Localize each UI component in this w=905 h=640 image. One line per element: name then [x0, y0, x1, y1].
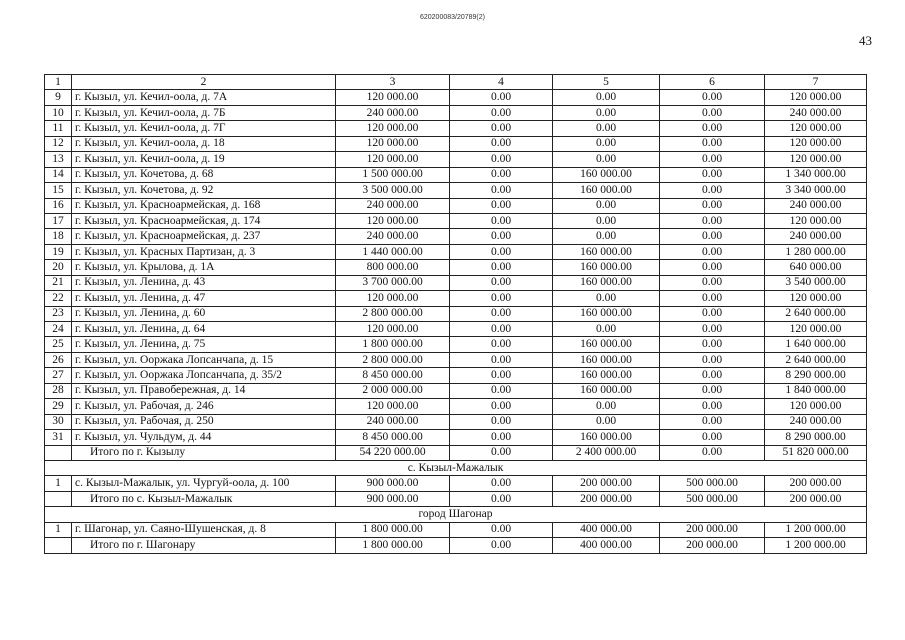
amount-cell: 120 000.00: [765, 152, 867, 167]
header-cell: 3: [336, 75, 450, 90]
amount-cell: 3 540 000.00: [765, 275, 867, 290]
amount-cell: 1 800 000.00: [336, 538, 450, 553]
address-cell: г. Кызыл, ул. Рабочая, д. 246: [72, 399, 336, 414]
amount-cell: 0.00: [450, 183, 553, 198]
amount-cell: 3 500 000.00: [336, 183, 450, 198]
amount-cell: 0.00: [660, 445, 765, 460]
address-cell: г. Кызыл, ул. Красноармейская, д. 174: [72, 213, 336, 228]
amount-cell: 0.00: [553, 152, 660, 167]
amount-cell: 240 000.00: [336, 105, 450, 120]
address-cell: г. Кызыл, ул. Ооржака Лопсанчапа, д. 15: [72, 352, 336, 367]
amount-cell: 1 640 000.00: [765, 337, 867, 352]
amount-cell: 0.00: [660, 430, 765, 445]
section-header-mazhalyk: [45, 460, 867, 475]
row-number: 30: [45, 414, 72, 429]
amount-cell: 200 000.00: [765, 491, 867, 506]
amount-cell: 120 000.00: [336, 152, 450, 167]
address-cell: г. Кызыл, ул. Кечил-оола, д. 7А: [72, 90, 336, 105]
amount-cell: 0.00: [660, 229, 765, 244]
amount-cell: 900 000.00: [336, 491, 450, 506]
amount-cell: 0.00: [660, 260, 765, 275]
amount-cell: 0.00: [553, 322, 660, 337]
amount-cell: 0.00: [450, 213, 553, 228]
amount-cell: 400 000.00: [553, 522, 660, 537]
address-cell: г. Кызыл, ул. Ленина, д. 64: [72, 322, 336, 337]
amount-cell: 160 000.00: [553, 306, 660, 321]
amount-cell: 0.00: [450, 167, 553, 182]
amount-cell: 0.00: [450, 105, 553, 120]
amount-cell: 0.00: [450, 522, 553, 537]
amount-cell: 2 640 000.00: [765, 306, 867, 321]
row-number: 9: [45, 90, 72, 105]
total-row-kyzyl: [45, 445, 867, 460]
address-cell: с. Кызыл-Мажалык, ул. Чургуй-оола, д. 100: [72, 476, 336, 491]
amount-cell: 2 800 000.00: [336, 352, 450, 367]
amount-cell: 200 000.00: [553, 476, 660, 491]
section-title: город Шагонар: [45, 507, 867, 522]
amount-cell: 0.00: [553, 105, 660, 120]
amount-cell: 2 400 000.00: [553, 445, 660, 460]
amount-cell: 500 000.00: [660, 476, 765, 491]
amount-cell: 0.00: [660, 167, 765, 182]
amount-cell: 8 450 000.00: [336, 368, 450, 383]
amount-cell: 120 000.00: [765, 322, 867, 337]
amount-cell: 0.00: [660, 105, 765, 120]
amount-cell: 0.00: [450, 198, 553, 213]
address-cell: г. Кызыл, ул. Рабочая, д. 250: [72, 414, 336, 429]
amount-cell: 0.00: [660, 291, 765, 306]
table-row: [45, 399, 867, 414]
amount-cell: 0.00: [660, 121, 765, 136]
table-row: [45, 90, 867, 105]
amount-cell: 120 000.00: [336, 399, 450, 414]
amount-cell: 120 000.00: [336, 291, 450, 306]
amount-cell: 160 000.00: [553, 430, 660, 445]
table-row: [45, 368, 867, 383]
document-id: 620200083/20789(2): [419, 14, 485, 21]
amount-cell: 0.00: [450, 244, 553, 259]
amount-cell: 8 290 000.00: [765, 430, 867, 445]
amount-cell: 0.00: [450, 121, 553, 136]
amount-cell: 0.00: [553, 213, 660, 228]
amount-cell: 120 000.00: [336, 213, 450, 228]
amount-cell: 400 000.00: [553, 538, 660, 553]
row-number: 1: [45, 476, 72, 491]
amount-cell: 500 000.00: [660, 491, 765, 506]
amount-cell: 0.00: [660, 322, 765, 337]
amount-cell: 0.00: [553, 229, 660, 244]
amount-cell: 120 000.00: [336, 136, 450, 151]
table-row: [45, 383, 867, 398]
amount-cell: 0.00: [450, 430, 553, 445]
row-number: 28: [45, 383, 72, 398]
header-cell: 4: [450, 75, 553, 90]
amount-cell: 160 000.00: [553, 167, 660, 182]
amount-cell: 8 290 000.00: [765, 368, 867, 383]
amount-cell: 120 000.00: [336, 121, 450, 136]
address-cell: г. Кызыл, ул. Кечил-оола, д. 7Г: [72, 121, 336, 136]
address-cell: г. Кызыл, ул. Красных Партизан, д. 3: [72, 244, 336, 259]
amount-cell: 240 000.00: [765, 105, 867, 120]
amount-cell: 0.00: [660, 136, 765, 151]
address-cell: г. Кызыл, ул. Правобережная, д. 14: [72, 383, 336, 398]
amount-cell: 0.00: [660, 198, 765, 213]
amount-cell: 8 450 000.00: [336, 430, 450, 445]
amount-cell: 0.00: [660, 183, 765, 198]
table-row: [45, 322, 867, 337]
table-row: [45, 291, 867, 306]
amount-cell: 0.00: [450, 399, 553, 414]
amount-cell: 0.00: [450, 306, 553, 321]
table-row: [45, 167, 867, 182]
amount-cell: 160 000.00: [553, 244, 660, 259]
row-number: 22: [45, 291, 72, 306]
header-row: [45, 75, 867, 90]
row-number: 15: [45, 183, 72, 198]
amount-cell: 0.00: [660, 368, 765, 383]
table-row: [45, 476, 867, 491]
amount-cell: 800 000.00: [336, 260, 450, 275]
row-number: 1: [45, 522, 72, 537]
table-row: [45, 121, 867, 136]
amount-cell: 240 000.00: [765, 414, 867, 429]
amount-cell: 1 440 000.00: [336, 244, 450, 259]
amount-cell: 160 000.00: [553, 352, 660, 367]
amount-cell: 1 200 000.00: [765, 522, 867, 537]
total-label: Итого по г. Кызылу: [72, 445, 336, 460]
amount-cell: 200 000.00: [660, 522, 765, 537]
row-number: 18: [45, 229, 72, 244]
amount-cell: 54 220 000.00: [336, 445, 450, 460]
address-cell: г. Кызыл, ул. Крылова, д. 1А: [72, 260, 336, 275]
address-cell: г. Кызыл, ул. Красноармейская, д. 168: [72, 198, 336, 213]
amount-cell: 0.00: [553, 291, 660, 306]
amount-cell: 0.00: [450, 383, 553, 398]
amount-cell: 120 000.00: [765, 213, 867, 228]
address-cell: г. Кызыл, ул. Кечил-оола, д. 18: [72, 136, 336, 151]
amount-cell: 51 820 000.00: [765, 445, 867, 460]
row-number: 12: [45, 136, 72, 151]
amount-cell: 2 000 000.00: [336, 383, 450, 398]
amount-cell: 900 000.00: [336, 476, 450, 491]
address-cell: г. Кызыл, ул. Чульдум, д. 44: [72, 430, 336, 445]
amount-cell: 120 000.00: [765, 136, 867, 151]
amount-cell: 160 000.00: [553, 368, 660, 383]
amount-cell: 240 000.00: [336, 198, 450, 213]
amount-cell: 0.00: [660, 337, 765, 352]
amount-cell: 0.00: [450, 152, 553, 167]
amount-cell: 240 000.00: [336, 414, 450, 429]
row-number: 27: [45, 368, 72, 383]
amount-cell: 120 000.00: [765, 291, 867, 306]
amount-cell: 160 000.00: [553, 337, 660, 352]
row-number: 24: [45, 322, 72, 337]
address-cell: г. Кызыл, ул. Ленина, д. 60: [72, 306, 336, 321]
amount-cell: 1 800 000.00: [336, 337, 450, 352]
amount-cell: 160 000.00: [553, 260, 660, 275]
section-title: с. Кызыл-Мажалык: [45, 460, 867, 475]
amount-cell: 1 200 000.00: [765, 538, 867, 553]
total-label: Итого по с. Кызыл-Мажалык: [72, 491, 336, 506]
amount-cell: 0.00: [450, 476, 553, 491]
table-row: [45, 414, 867, 429]
amount-cell: 0.00: [553, 90, 660, 105]
amount-cell: 120 000.00: [336, 322, 450, 337]
amount-cell: 200 000.00: [553, 491, 660, 506]
amount-cell: 160 000.00: [553, 275, 660, 290]
table-row: [45, 275, 867, 290]
row-number: 20: [45, 260, 72, 275]
amount-cell: 1 280 000.00: [765, 244, 867, 259]
address-cell: г. Кызыл, ул. Кочетова, д. 92: [72, 183, 336, 198]
table-row: [45, 152, 867, 167]
amount-cell: 0.00: [660, 352, 765, 367]
table-body: [45, 75, 867, 554]
amount-cell: 0.00: [553, 414, 660, 429]
address-cell: г. Кызыл, ул. Красноармейская, д. 237: [72, 229, 336, 244]
amount-cell: 0.00: [660, 275, 765, 290]
total-label: Итого по г. Шагонару: [72, 538, 336, 553]
amount-cell: 0.00: [450, 90, 553, 105]
amount-cell: 0.00: [660, 152, 765, 167]
amount-cell: 240 000.00: [765, 229, 867, 244]
row-number: 19: [45, 244, 72, 259]
total-row-mazhalyk: [45, 491, 867, 506]
row-number: 10: [45, 105, 72, 120]
table-row: [45, 306, 867, 321]
page-number: 43: [859, 33, 872, 48]
table-row: [45, 105, 867, 120]
amount-cell: 120 000.00: [765, 399, 867, 414]
amount-cell: 0.00: [450, 352, 553, 367]
table-row: [45, 522, 867, 537]
amount-cell: 1 800 000.00: [336, 522, 450, 537]
amount-cell: 240 000.00: [765, 198, 867, 213]
amount-cell: 2 800 000.00: [336, 306, 450, 321]
row-number: [45, 538, 72, 553]
table-row: [45, 244, 867, 259]
row-number: 21: [45, 275, 72, 290]
table-row: [45, 213, 867, 228]
amount-cell: 1 840 000.00: [765, 383, 867, 398]
amount-cell: 1 340 000.00: [765, 167, 867, 182]
header-cell: 1: [45, 75, 72, 90]
table-row: [45, 198, 867, 213]
address-cell: г. Кызыл, ул. Ооржака Лопсанчапа, д. 35/2: [72, 368, 336, 383]
amount-cell: 0.00: [660, 244, 765, 259]
amount-cell: 0.00: [450, 414, 553, 429]
table-row: [45, 183, 867, 198]
amount-cell: 160 000.00: [553, 383, 660, 398]
amount-cell: 0.00: [660, 213, 765, 228]
address-cell: г. Кызыл, ул. Ленина, д. 43: [72, 275, 336, 290]
amount-cell: 0.00: [450, 491, 553, 506]
amount-cell: 2 640 000.00: [765, 352, 867, 367]
amount-cell: 0.00: [553, 136, 660, 151]
amount-cell: 0.00: [450, 445, 553, 460]
amount-cell: 120 000.00: [336, 90, 450, 105]
header-cell: 2: [72, 75, 336, 90]
row-number: 31: [45, 430, 72, 445]
address-cell: г. Кызыл, ул. Ленина, д. 75: [72, 337, 336, 352]
table-row: [45, 229, 867, 244]
row-number: 17: [45, 213, 72, 228]
amount-cell: 0.00: [660, 399, 765, 414]
amount-cell: 0.00: [450, 260, 553, 275]
address-cell: г. Кызыл, ул. Кечил-оола, д. 7Б: [72, 105, 336, 120]
row-number: 13: [45, 152, 72, 167]
amount-cell: 0.00: [450, 368, 553, 383]
row-number: 26: [45, 352, 72, 367]
amount-cell: 0.00: [450, 229, 553, 244]
amount-cell: 0.00: [553, 121, 660, 136]
total-row-shagonar: [45, 538, 867, 553]
table-row: [45, 352, 867, 367]
amount-cell: 0.00: [450, 275, 553, 290]
row-number: 29: [45, 399, 72, 414]
amount-cell: 640 000.00: [765, 260, 867, 275]
amount-cell: 0.00: [660, 414, 765, 429]
row-number: 11: [45, 121, 72, 136]
amount-cell: 0.00: [660, 383, 765, 398]
header-cell: 5: [553, 75, 660, 90]
header-cell: 6: [660, 75, 765, 90]
row-number: 23: [45, 306, 72, 321]
address-cell: г. Кызыл, ул. Кочетова, д. 68: [72, 167, 336, 182]
amount-cell: 1 500 000.00: [336, 167, 450, 182]
amount-cell: 0.00: [553, 198, 660, 213]
row-number: 25: [45, 337, 72, 352]
row-number: 14: [45, 167, 72, 182]
table-row: [45, 430, 867, 445]
amount-cell: 200 000.00: [660, 538, 765, 553]
address-cell: г. Шагонар, ул. Саяно-Шушенская, д. 8: [72, 522, 336, 537]
amount-cell: 0.00: [450, 136, 553, 151]
header-cell: 7: [765, 75, 867, 90]
amount-cell: 3 700 000.00: [336, 275, 450, 290]
table-row: [45, 260, 867, 275]
amount-cell: 120 000.00: [765, 90, 867, 105]
amount-cell: 0.00: [450, 322, 553, 337]
amount-cell: 200 000.00: [765, 476, 867, 491]
row-number: 16: [45, 198, 72, 213]
row-number: [45, 491, 72, 506]
amount-cell: 0.00: [660, 306, 765, 321]
row-number: [45, 445, 72, 460]
section-header-shagonar: [45, 507, 867, 522]
amount-cell: 3 340 000.00: [765, 183, 867, 198]
amount-cell: 160 000.00: [553, 183, 660, 198]
address-cell: г. Кызыл, ул. Кечил-оола, д. 19: [72, 152, 336, 167]
amount-cell: 0.00: [450, 291, 553, 306]
amount-cell: 120 000.00: [765, 121, 867, 136]
funding-table: [44, 74, 867, 554]
table-row: [45, 136, 867, 151]
amount-cell: 240 000.00: [336, 229, 450, 244]
amount-cell: 0.00: [660, 90, 765, 105]
address-cell: г. Кызыл, ул. Ленина, д. 47: [72, 291, 336, 306]
amount-cell: 0.00: [450, 337, 553, 352]
amount-cell: 0.00: [450, 538, 553, 553]
table-row: [45, 337, 867, 352]
amount-cell: 0.00: [553, 399, 660, 414]
